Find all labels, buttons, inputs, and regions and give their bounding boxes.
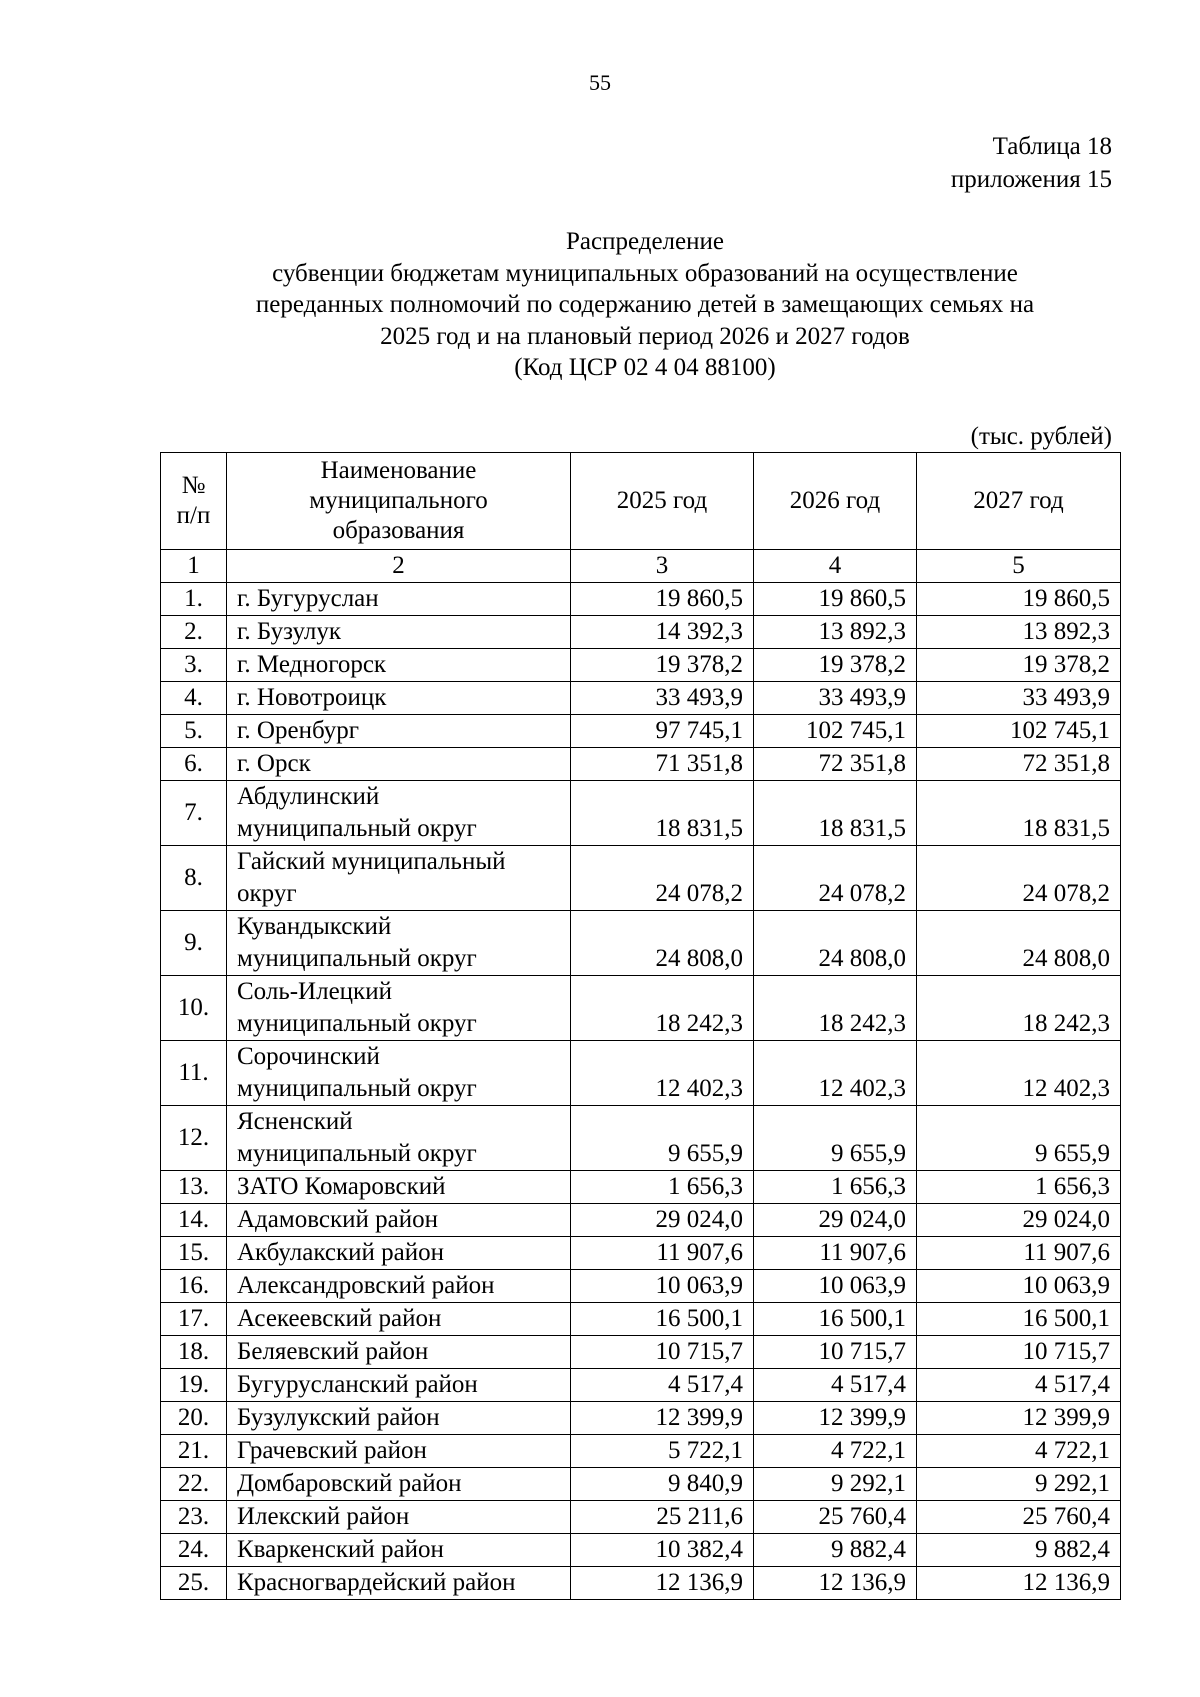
header-number [161,453,227,550]
municipality-name [227,1336,571,1369]
row-number: 2. [161,616,227,649]
table-body [161,583,1121,1600]
table-row [161,976,1121,1041]
table-row [161,781,1121,846]
value-2027: 16 500,1 [917,1303,1121,1336]
table-row [161,1501,1121,1534]
row-number: 13. [161,1171,227,1204]
municipality-name [227,1041,571,1106]
value-2027: 102 745,1 [917,715,1121,748]
row-number: 19. [161,1369,227,1402]
value-2027: 29 024,0 [917,1204,1121,1237]
value-2026: 18 831,5 [754,781,917,846]
value-2026: 4 722,1 [754,1435,917,1468]
value-2026: 12 402,3 [754,1041,917,1106]
column-number: 4 [754,550,917,583]
table-row [161,1106,1121,1171]
municipality-name-line: муниципальный округ [237,815,477,842]
row-number: 8. [161,846,227,911]
value-2025: 12 402,3 [571,1041,754,1106]
value-2027: 9 292,1 [917,1468,1121,1501]
table-row [161,1204,1121,1237]
value-2026: 4 517,4 [754,1369,917,1402]
value-2025: 10 715,7 [571,1336,754,1369]
table-row [161,911,1121,976]
header-name-line2: муниципального [309,487,488,514]
value-2027: 24 808,0 [917,911,1121,976]
value-2025: 19 378,2 [571,649,754,682]
table-row [161,583,1121,616]
value-2027: 13 892,3 [917,616,1121,649]
value-2027: 18 242,3 [917,976,1121,1041]
municipality-name [227,715,571,748]
value-2026: 12 399,9 [754,1402,917,1435]
value-2026: 9 655,9 [754,1106,917,1171]
municipality-name-line: муниципальный округ [237,1140,477,1167]
municipality-name [227,976,571,1041]
municipality-name-line: г. Медногорск [237,651,387,678]
municipality-name-line: Ясненский [237,1108,353,1135]
value-2027: 19 860,5 [917,583,1121,616]
municipality-name-line: г. Бузулук [237,618,342,645]
value-2025: 9 840,9 [571,1468,754,1501]
municipality-name [227,1435,571,1468]
value-2027: 4 517,4 [917,1369,1121,1402]
municipality-name-line: г. Новотроицк [237,684,387,711]
row-number: 9. [161,911,227,976]
table-label-line2: приложения 15 [950,166,1112,193]
value-2026: 19 378,2 [754,649,917,682]
value-2026: 16 500,1 [754,1303,917,1336]
column-number-row [161,550,1121,583]
municipality-name [227,1270,571,1303]
value-2025: 10 063,9 [571,1270,754,1303]
table-row [161,649,1121,682]
row-number: 1. [161,583,227,616]
value-2025: 4 517,4 [571,1369,754,1402]
value-2025: 10 382,4 [571,1534,754,1567]
municipality-name-line: Беляевский район [237,1338,429,1365]
value-2026: 11 907,6 [754,1237,917,1270]
municipality-name [227,649,571,682]
column-number: 3 [571,550,754,583]
table-row [161,748,1121,781]
municipality-name-line: Александровский район [237,1272,495,1299]
table-row [161,682,1121,715]
title-line-3: переданных полномочий по содержанию детей в замещающих семьях на [255,291,1035,318]
row-number: 5. [161,715,227,748]
municipality-name [227,616,571,649]
row-number: 25. [161,1567,227,1600]
value-2026: 9 292,1 [754,1468,917,1501]
title-line-2: субвенции бюджетам муниципальных образований на осуществление [272,259,1018,287]
value-2027: 10 715,7 [917,1336,1121,1369]
value-2027: 25 760,4 [917,1501,1121,1534]
municipality-name [227,748,571,781]
table-row [161,715,1121,748]
table-row [161,1303,1121,1336]
municipality-name [227,682,571,715]
value-2026: 25 760,4 [754,1501,917,1534]
value-2026: 33 493,9 [754,682,917,715]
municipality-name [227,1468,571,1501]
municipality-name-line: Бугурусланский район [237,1371,478,1398]
value-2025: 16 500,1 [571,1303,754,1336]
header-number-line1: № [181,472,206,499]
column-number: 2 [227,550,571,583]
municipality-name-line: Соль-Илецкий [237,978,392,1005]
table-row [161,1041,1121,1106]
value-2025: 33 493,9 [571,682,754,715]
row-number: 18. [161,1336,227,1369]
value-2026: 1 656,3 [754,1171,917,1204]
row-number: 10. [161,976,227,1041]
municipality-name-line: муниципальный округ [237,945,477,972]
row-number: 20. [161,1402,227,1435]
table-label-line1: Таблица 18 [992,133,1112,160]
value-2025: 29 024,0 [571,1204,754,1237]
value-2026: 102 745,1 [754,715,917,748]
municipality-name-line: Илекский район [237,1503,410,1530]
value-2025: 18 242,3 [571,976,754,1041]
header-name-line1: Наименование [320,457,477,484]
document-title [150,226,1140,384]
value-2027: 12 136,9 [917,1567,1121,1600]
value-2026: 13 892,3 [754,616,917,649]
table-row [161,1435,1121,1468]
municipality-name-line: Гайский муниципальный [237,848,506,875]
municipality-name-line: г. Оренбург [237,717,359,744]
municipality-name-line: Адамовский район [237,1206,438,1233]
header-number-line2: п/п [176,502,211,529]
value-2027: 11 907,6 [917,1237,1121,1270]
municipality-name [227,1303,571,1336]
municipality-name [227,1501,571,1534]
header-2025: 2025 год [571,453,754,550]
value-2027: 19 378,2 [917,649,1121,682]
municipality-name [227,1567,571,1600]
municipality-name-line: Домбаровский район [237,1470,462,1497]
table-row [161,1171,1121,1204]
value-2027: 4 722,1 [917,1435,1121,1468]
row-number: 7. [161,781,227,846]
value-2025: 97 745,1 [571,715,754,748]
value-2026: 18 242,3 [754,976,917,1041]
row-number: 3. [161,649,227,682]
municipality-name-line: Асекеевский район [237,1305,442,1332]
header-name [227,453,571,550]
value-2025: 11 907,6 [571,1237,754,1270]
row-number: 14. [161,1204,227,1237]
municipality-name [227,583,571,616]
municipality-name [227,1402,571,1435]
table-row [161,1336,1121,1369]
municipality-name [227,911,571,976]
value-2025: 9 655,9 [571,1106,754,1171]
table-row [161,1402,1121,1435]
table-row [161,1567,1121,1600]
table-row [161,616,1121,649]
municipality-name [227,1204,571,1237]
value-2027: 33 493,9 [917,682,1121,715]
value-2025: 18 831,5 [571,781,754,846]
value-2026: 72 351,8 [754,748,917,781]
value-2025: 1 656,3 [571,1171,754,1204]
municipality-name-line: муниципальный округ [237,1010,477,1037]
title-line-4: 2025 год и на плановый период 2026 и 2027 годов [380,322,910,350]
municipality-name-line: г. Орск [237,750,311,777]
value-2026: 9 882,4 [754,1534,917,1567]
value-2025: 14 392,3 [571,616,754,649]
value-2027: 12 399,9 [917,1402,1121,1435]
value-2027: 10 063,9 [917,1270,1121,1303]
row-number: 21. [161,1435,227,1468]
municipality-name [227,1106,571,1171]
value-2026: 10 063,9 [754,1270,917,1303]
municipality-name-line: Кваркенский район [237,1536,444,1563]
table-row [161,1534,1121,1567]
value-2025: 24 808,0 [571,911,754,976]
value-2027: 9 655,9 [917,1106,1121,1171]
municipality-name [227,1237,571,1270]
title-line-1: Распределение [566,228,724,255]
row-number: 17. [161,1303,227,1336]
row-number: 11. [161,1041,227,1106]
header-2026: 2026 год [754,453,917,550]
column-number: 5 [917,550,1121,583]
value-2025: 71 351,8 [571,748,754,781]
municipality-name-line: Абдулинский [237,783,380,810]
row-number: 23. [161,1501,227,1534]
value-2026: 12 136,9 [754,1567,917,1600]
municipality-name [227,1171,571,1204]
row-number: 15. [161,1237,227,1270]
table-row [161,1468,1121,1501]
units-label: (тыс. рублей) [970,423,1112,450]
municipality-name-line: Грачевский район [237,1437,427,1464]
row-number: 16. [161,1270,227,1303]
municipality-name-line: округ [237,880,297,907]
municipality-name-line: Красногвардейский район [237,1569,516,1596]
value-2026: 24 078,2 [754,846,917,911]
distribution-table [160,452,1121,1600]
row-number: 6. [161,748,227,781]
value-2027: 1 656,3 [917,1171,1121,1204]
value-2025: 12 136,9 [571,1567,754,1600]
table-row [161,846,1121,911]
value-2025: 12 399,9 [571,1402,754,1435]
row-number: 22. [161,1468,227,1501]
municipality-name [227,1369,571,1402]
municipality-name-line: Кувандыкский [237,913,392,940]
table-row [161,1237,1121,1270]
title-line-5: (Код ЦСР 02 4 04 88100) [514,354,776,381]
table-label [951,130,1112,196]
municipality-name-line: ЗАТО Комаровский [237,1173,446,1200]
header-2027: 2027 год [917,453,1121,550]
municipality-name-line: г. Бугуруслан [237,585,379,612]
value-2026: 19 860,5 [754,583,917,616]
value-2027: 12 402,3 [917,1041,1121,1106]
value-2027: 9 882,4 [917,1534,1121,1567]
municipality-name [227,1534,571,1567]
table-row [161,1270,1121,1303]
value-2025: 25 211,6 [571,1501,754,1534]
table-header-row [161,453,1121,550]
municipality-name [227,781,571,846]
row-number: 24. [161,1534,227,1567]
value-2025: 19 860,5 [571,583,754,616]
value-2027: 24 078,2 [917,846,1121,911]
value-2027: 18 831,5 [917,781,1121,846]
column-number: 1 [161,550,227,583]
page-number: 55 [589,70,611,95]
value-2025: 24 078,2 [571,846,754,911]
value-2026: 10 715,7 [754,1336,917,1369]
municipality-name [227,846,571,911]
municipality-name-line: муниципальный округ [237,1075,477,1102]
municipality-name-line: Акбулакский район [237,1239,444,1266]
municipality-name-line: Сорочинский [237,1043,380,1070]
municipality-name-line: Бузулукский район [237,1404,440,1431]
value-2025: 5 722,1 [571,1435,754,1468]
value-2026: 29 024,0 [754,1204,917,1237]
table-row [161,1369,1121,1402]
value-2027: 72 351,8 [917,748,1121,781]
row-number: 12. [161,1106,227,1171]
value-2026: 24 808,0 [754,911,917,976]
header-name-line3: образования [332,517,465,544]
row-number: 4. [161,682,227,715]
